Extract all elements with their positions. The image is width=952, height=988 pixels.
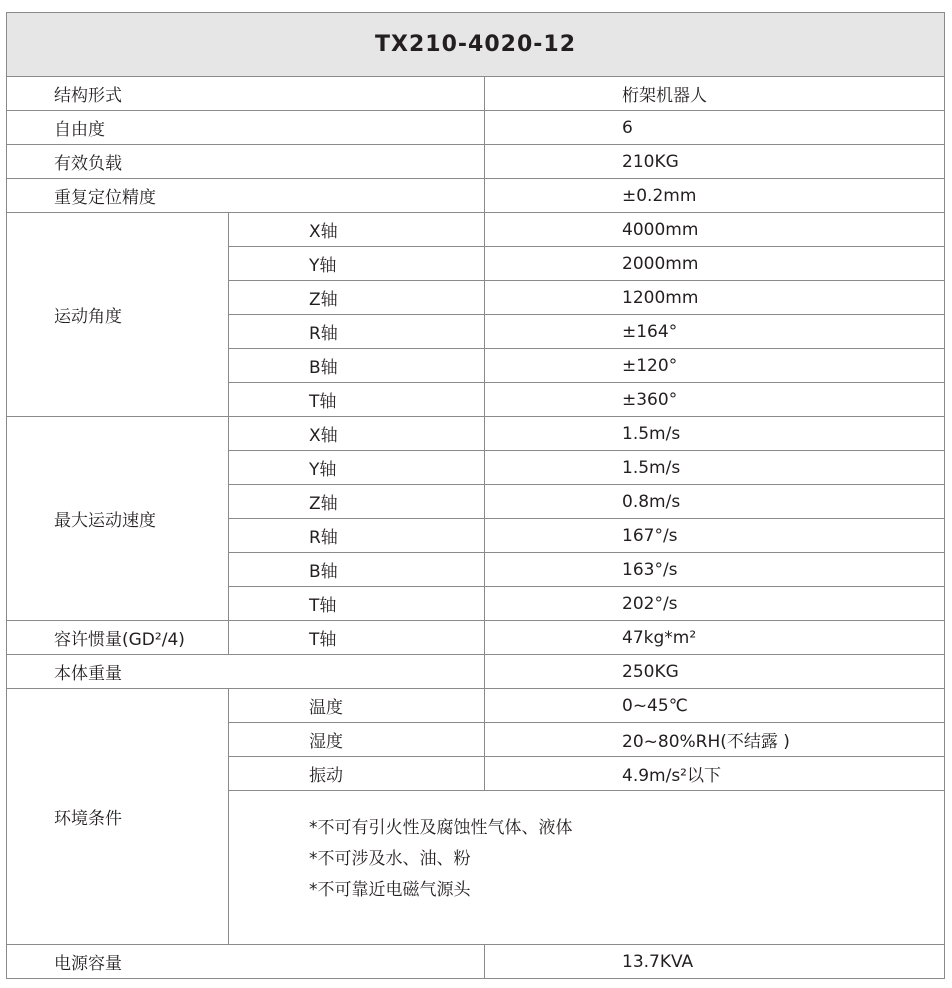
axis-value: 167°/s	[485, 519, 945, 553]
row-value: ±0.2mm	[485, 179, 945, 213]
axis-value: 1200mm	[485, 281, 945, 315]
environment-note: *不可有引火性及腐蚀性气体、液体	[309, 818, 573, 838]
axis-value: ±360°	[485, 383, 945, 417]
axis-value: 1.5m/s	[485, 451, 945, 485]
row-label: 自由度	[7, 111, 485, 145]
table-row	[7, 621, 945, 655]
table-row	[7, 111, 945, 145]
env-item-label: 温度	[229, 689, 485, 723]
axis-label: Z轴	[229, 485, 485, 519]
env-item-value: 4.9m/s²以下	[485, 757, 945, 791]
axis-label: X轴	[229, 417, 485, 451]
row-value: 47kg*m²	[485, 621, 945, 655]
axis-label: Y轴	[229, 247, 485, 281]
row-value: 210KG	[485, 145, 945, 179]
row-label: 本体重量	[7, 655, 485, 689]
env-item-label: 振动	[229, 757, 485, 791]
row-label: 容许惯量(GD²/4)	[7, 621, 229, 655]
axis-label: B轴	[229, 349, 485, 383]
row-value: 13.7KVA	[485, 945, 945, 979]
environment-notes	[229, 791, 945, 945]
axis-label: R轴	[229, 315, 485, 349]
axis-value: 1.5m/s	[485, 417, 945, 451]
axis-label: B轴	[229, 553, 485, 587]
axis-value: ±120°	[485, 349, 945, 383]
row-label: 结构形式	[7, 77, 485, 111]
table-row	[7, 689, 945, 723]
row-label: 电源容量	[7, 945, 485, 979]
spec-table-wrapper	[6, 12, 944, 979]
row-label: 有效负载	[7, 145, 485, 179]
env-item-value: 20~80%RH(不结露 )	[485, 723, 945, 757]
table-row	[7, 213, 945, 247]
title-row	[7, 13, 945, 77]
spec-table	[6, 12, 945, 979]
axis-value: 4000mm	[485, 213, 945, 247]
table-row	[7, 179, 945, 213]
axis-value: 2000mm	[485, 247, 945, 281]
axis-label: X轴	[229, 213, 485, 247]
axis-value: ±164°	[485, 315, 945, 349]
axis-value: 163°/s	[485, 553, 945, 587]
model-title: TX210-4020-12	[7, 13, 945, 77]
environment-note: *不可靠近电磁气源头	[309, 880, 471, 900]
table-row	[7, 945, 945, 979]
axis-label: Y轴	[229, 451, 485, 485]
row-value: 250KG	[485, 655, 945, 689]
axis-value: 0.8m/s	[485, 485, 945, 519]
table-row	[7, 417, 945, 451]
row-label: 重复定位精度	[7, 179, 485, 213]
table-row	[7, 77, 945, 111]
row-value: 桁架机器人	[485, 77, 945, 111]
group-label-environment: 环境条件	[7, 689, 229, 945]
env-item-label: 湿度	[229, 723, 485, 757]
table-row	[7, 655, 945, 689]
table-row	[7, 145, 945, 179]
group-label-max-speed: 最大运动速度	[7, 417, 229, 621]
axis-value: 202°/s	[485, 587, 945, 621]
axis-label: R轴	[229, 519, 485, 553]
env-item-value: 0~45℃	[485, 689, 945, 723]
axis-label: T轴	[229, 383, 485, 417]
axis-label: T轴	[229, 587, 485, 621]
group-label-motion-range: 运动角度	[7, 213, 229, 417]
environment-note: *不可涉及水、油、粉	[309, 849, 471, 869]
axis-label: Z轴	[229, 281, 485, 315]
axis-label: T轴	[229, 621, 485, 655]
row-value: 6	[485, 111, 945, 145]
